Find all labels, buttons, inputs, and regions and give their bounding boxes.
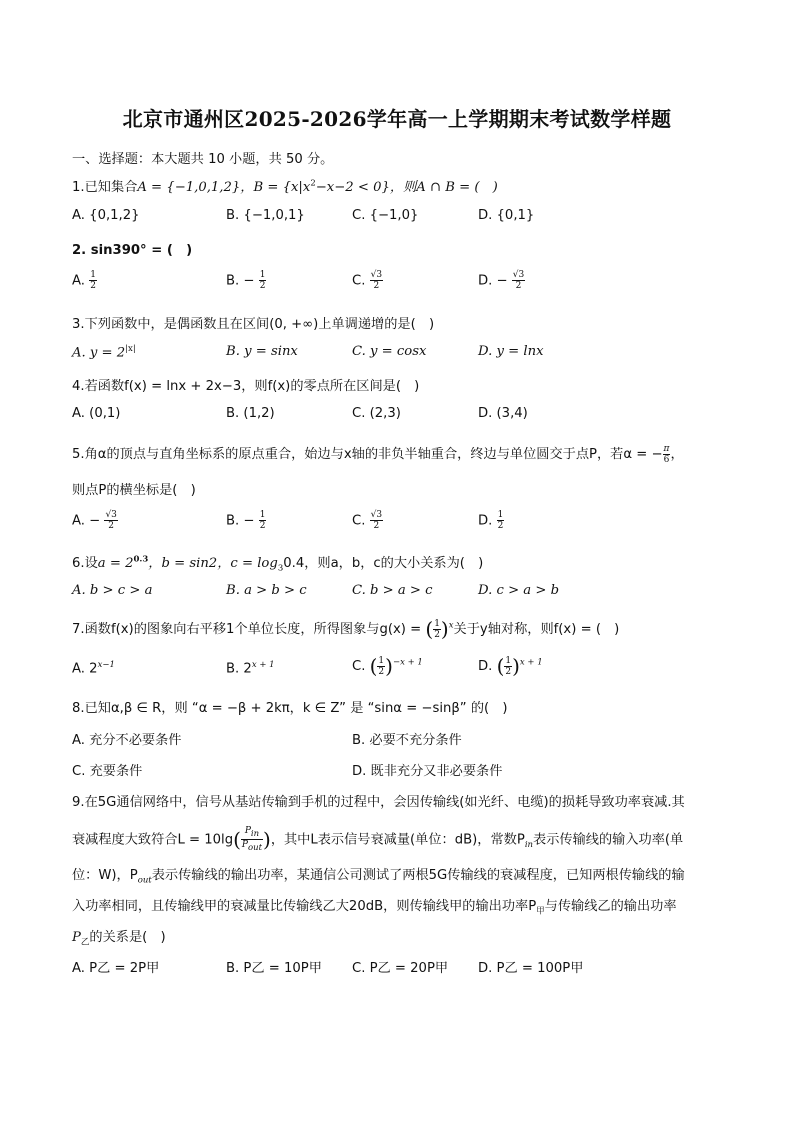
- frac-num: [241, 826, 263, 840]
- q6-option-d: D. c > a > b: [478, 583, 560, 598]
- q9-option-a: A. P乙 = 2P甲: [72, 961, 160, 976]
- frac-num: 1: [434, 618, 440, 629]
- q8-option-d: D. 既非充分又非必要条件: [352, 764, 503, 779]
- q7-option-d: [478, 654, 543, 678]
- q7-d-left-paren: (: [496, 654, 505, 678]
- frac-num: 1: [505, 655, 512, 666]
- q2-option-c: [352, 270, 383, 291]
- frac-den: [241, 840, 263, 853]
- frac-den: 2: [378, 666, 385, 677]
- q7-option-b-exp: x + 1: [251, 660, 275, 670]
- q7-option-b-label: B. 2: [226, 661, 252, 677]
- p-out-sub: out: [247, 842, 262, 853]
- q5-option-d-label: D.: [478, 513, 493, 529]
- q6-option-c: C. b > a > c: [352, 583, 433, 598]
- q3-option-c: C. y = cosx: [352, 344, 427, 359]
- q7-half: [433, 619, 441, 640]
- q5-option-d: [478, 510, 504, 531]
- q6-option-a: A. b > c > a: [72, 583, 153, 598]
- frac-den: 6: [663, 454, 670, 465]
- q1-option-a: A. {0,1,2}: [72, 208, 140, 223]
- q3-option-d: D. y = lnx: [478, 344, 544, 359]
- q7-option-a: [72, 660, 115, 676]
- q2-option-a-label: A.: [72, 273, 85, 289]
- q2-option-c-label: C.: [352, 273, 366, 289]
- q7-option-c: [352, 654, 423, 678]
- q9-pout-sub: out: [137, 875, 152, 886]
- frac-num: √3: [370, 510, 383, 520]
- q5-text: 5.角α的顶点与直角坐标系的原点重合，始边与x轴的非负半轴重合，终边与单位圆交于点P，若α = −: [72, 447, 663, 462]
- frac-den: 2: [515, 281, 522, 291]
- q4-option-d: D. (3,4): [478, 406, 528, 421]
- q1-option-b: B. {−1,0,1}: [226, 208, 305, 223]
- question-5-line-2: 则点P的横坐标是( ): [72, 483, 196, 498]
- frac-den: 2: [259, 521, 266, 531]
- question-4: 4.若函数f(x) = lnx + 2x−3，则f(x)的零点所在区间是( ): [72, 379, 420, 394]
- q7-option-d-exp: x + 1: [519, 657, 543, 668]
- q2-option-d: [478, 270, 525, 291]
- q9-text-3b: 表示传输线的输出功率，某通信公司测试了两根5G传输线的衰减程度，已知两根传输线的输: [151, 868, 685, 883]
- frac-num: π: [663, 443, 670, 454]
- q7-d-half: [504, 656, 512, 677]
- q8-option-c: C. 充要条件: [72, 764, 143, 779]
- q7-text: 7.函数f(x)的图象向右平移1个单位长度，所得图象与g(x) =: [72, 622, 422, 637]
- question-5: [72, 443, 684, 465]
- q4-option-a: A. (0,1): [72, 406, 121, 421]
- q7-c-left-paren: (: [369, 654, 378, 678]
- q9-power-ratio: [241, 826, 263, 853]
- q3-option-a-label: A. y = 2: [72, 345, 126, 361]
- frac-num: 1: [259, 510, 266, 520]
- q5-option-b-label: B. −: [226, 513, 255, 529]
- q5-option-c: [352, 510, 383, 531]
- question-9-line-2: [72, 826, 683, 853]
- frac-num: 1: [90, 270, 96, 280]
- q9-jia-sub: 甲: [536, 906, 545, 917]
- q1-set-b-rest: −x−2 < 0}，则: [315, 180, 417, 195]
- frac-den: 2: [434, 629, 440, 640]
- frac-den: 2: [259, 281, 266, 291]
- frac-den: 2: [373, 521, 380, 531]
- q6-text: 6.设: [72, 556, 98, 571]
- frac-num: √3: [370, 270, 383, 280]
- frac-den: 2: [505, 666, 512, 677]
- q7-d-right-paren: ): [512, 654, 520, 678]
- q9-left-paren: (: [233, 827, 241, 852]
- question-7: [72, 617, 619, 641]
- question-6: [72, 552, 483, 574]
- frac-num: √3: [105, 510, 117, 520]
- frac-num: 1: [378, 655, 385, 666]
- q1-text: 1.已知集合: [72, 180, 138, 195]
- q6-b-c: ，b = sin2，c = log: [148, 556, 278, 571]
- q2-option-a: [72, 270, 97, 291]
- q9-formula-start: 衰减程度大致符合L = 10lg: [72, 832, 234, 848]
- q1-ask: A ∩ B = ( ): [416, 180, 498, 195]
- q6-rest: 0.4，则a，b，c的大小关系为( ): [283, 556, 484, 571]
- q7-c-half: [377, 656, 385, 677]
- q2-option-b-label: B. −: [226, 273, 255, 289]
- frac-num: √3: [512, 270, 525, 280]
- q9-text-5b: 的关系是( ): [89, 930, 166, 945]
- q6-a-exponent: 0.3: [133, 554, 149, 565]
- question-9-line-3: [72, 864, 685, 886]
- q9-yi-sub: 乙: [80, 937, 90, 948]
- p-symbol: P: [244, 826, 251, 836]
- q4-option-b: B. (1,2): [226, 406, 275, 421]
- q1-set-a: A = {−1,0,1,2}，: [137, 180, 254, 195]
- q9-pin-sub: in: [524, 839, 534, 850]
- q7-left-paren: (: [425, 617, 434, 641]
- q5-option-a-label: A. −: [72, 513, 101, 529]
- q2-option-d-label: D. −: [478, 273, 508, 289]
- q4-option-c: C. (2,3): [352, 406, 401, 421]
- q3-option-a: [72, 344, 136, 360]
- q7-c-right-paren: ): [385, 654, 393, 678]
- section-heading: 一、选择题：本大题共 10 小题，共 50 分。: [72, 152, 334, 167]
- q2-fraction-d: [512, 270, 525, 291]
- q1-option-c: C. {−1,0}: [352, 208, 419, 223]
- q7-option-a-exp: x−1: [97, 660, 115, 670]
- q9-option-b: B. P乙 = 10P甲: [226, 961, 322, 976]
- q5-option-c-label: C.: [352, 513, 366, 529]
- q5-option-a: [72, 510, 118, 531]
- q2-fraction-c: [370, 270, 383, 291]
- page-title: 北京市通州区2025-2026学年高一上学期期末考试数学样题: [122, 107, 672, 131]
- q2-fraction-a: [89, 270, 97, 291]
- p-in-sub: in: [250, 828, 260, 839]
- question-3: 3.下列函数中，是偶函数且在区间(0, +∞)上单调递增的是( ): [72, 317, 435, 332]
- q9-option-d: D. P乙 = 100P甲: [478, 961, 584, 976]
- q8-option-a: A. 充分不必要条件: [72, 733, 182, 748]
- q6-option-b: B. a > b > c: [226, 583, 307, 598]
- frac-num: 1: [259, 270, 266, 280]
- q5-fraction-c: [370, 510, 383, 531]
- q7-text-end: 关于y轴对称，则f(x) = ( ): [453, 622, 620, 637]
- question-8: 8.已知α,β ∈ R，则 “α = −β + 2kπ，k ∈ Z” 是 “sinα = −sinβ” 的( ): [72, 701, 508, 716]
- q2-fraction-b: [259, 270, 267, 291]
- p-symbol: P: [241, 839, 248, 850]
- q7-option-c-label: C.: [352, 659, 366, 674]
- frac-den: 2: [108, 521, 115, 531]
- question-9-line-1: 9.在5G通信网络中，信号从基站传输到手机的过程中，会因传输线(如光纤、电缆)的损耗导致功率衰减.其: [72, 795, 685, 810]
- q7-option-b: [226, 660, 275, 676]
- q8-option-b: B. 必要不充分条件: [352, 733, 462, 748]
- question-1: 1.已知集合A = {−1,0,1,2}，$B = \{x|x^2-x-2 < 0\}$，则A ∩ B = ( ): [72, 178, 498, 195]
- q9-text-4a: 入功率相同，且传输线甲的衰减量比传输线乙大20dB，则传输线甲的输出功率P: [72, 899, 537, 914]
- q1-set-b: B = {x|x: [253, 180, 311, 195]
- q9-p-symbol: P: [72, 930, 81, 945]
- frac-den: 2: [90, 281, 96, 291]
- q9-text-3a: 位：W)，P: [72, 868, 138, 883]
- question-9-line-5: [72, 926, 166, 948]
- q9-text-2c: 表示传输线的输入功率(单: [533, 832, 684, 848]
- question-2: 2. sin390° = ( ): [72, 243, 193, 258]
- q2-option-b: [226, 270, 266, 291]
- q6-a: a = 2: [97, 556, 134, 571]
- q7-right-paren: ): [440, 617, 449, 641]
- q5-option-b: [226, 510, 266, 531]
- q9-right-paren: ): [263, 827, 271, 852]
- q3-abs-exponent: |x|: [125, 344, 136, 354]
- frac-den: 2: [373, 281, 380, 291]
- q3-option-b: B. y = sinx: [226, 344, 298, 359]
- q7-option-c-exp: −x + 1: [392, 657, 423, 668]
- q6-log-base: 3: [277, 563, 284, 574]
- q5-fraction-d: [497, 510, 505, 531]
- q9-option-c: C. P乙 = 20P甲: [352, 961, 449, 976]
- q5-fraction-a: [104, 510, 117, 531]
- frac-num: 1: [497, 510, 504, 520]
- question-9-line-4: [72, 895, 677, 917]
- q7-option-d-label: D.: [478, 659, 493, 674]
- q7-option-a-label: A. 2: [72, 661, 98, 677]
- q5-comma: ，: [670, 447, 684, 462]
- q9-text-4b: 与传输线乙的输出功率: [544, 899, 677, 914]
- q7-exponent-x: x: [448, 620, 454, 631]
- q5-fraction-b: [259, 510, 267, 531]
- q9-text-2b: ，其中L表示信号衰减量(单位：dB)，常数P: [270, 832, 525, 848]
- frac-den: 2: [497, 521, 504, 531]
- q1-option-d: D. {0,1}: [478, 208, 535, 223]
